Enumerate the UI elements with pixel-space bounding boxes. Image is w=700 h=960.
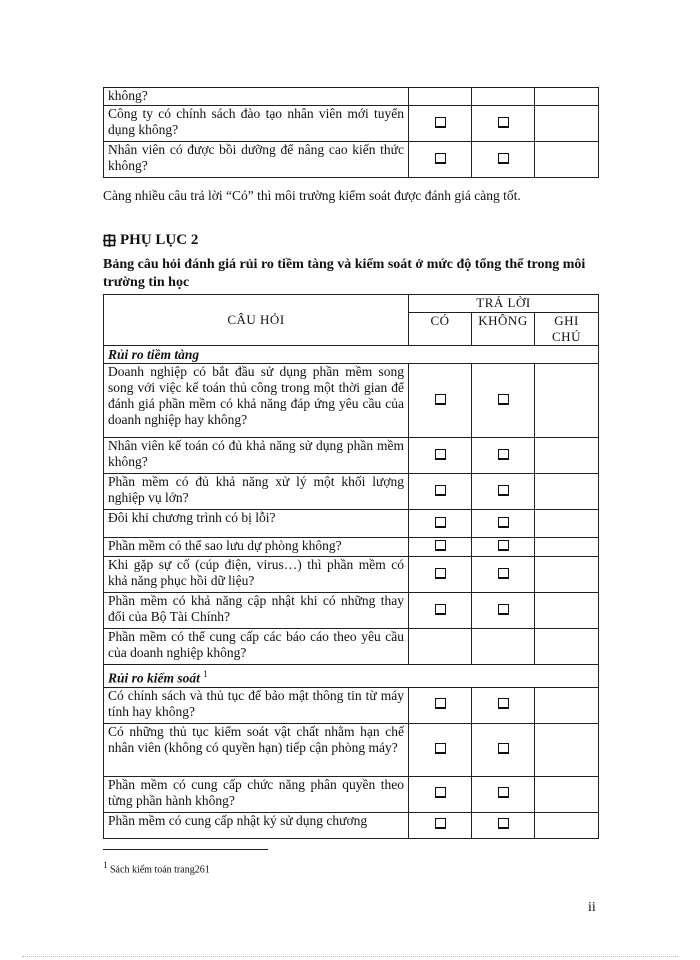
- no-checkbox[interactable]: [498, 485, 509, 496]
- footnote-reference[interactable]: 1: [203, 669, 208, 679]
- table-row: [104, 629, 599, 665]
- note-cell: [535, 687, 599, 723]
- question-cell: Đôi khi chương trình có bị lỗi?: [104, 510, 409, 538]
- table-row: [104, 812, 599, 838]
- footnote-text: Sách kiểm toán trang261: [110, 864, 210, 876]
- section-title-cell: [104, 346, 599, 364]
- section-title: Rủi ro tiềm tàng: [108, 347, 200, 362]
- yes-cell: [409, 629, 472, 665]
- question-cell: Nhân viên kế toán có đủ khả năng sử dụng phần mềm không?: [104, 438, 409, 474]
- yes-cell: [409, 593, 472, 629]
- yes-cell: [409, 723, 472, 776]
- note-cell: [535, 776, 599, 812]
- no-checkbox[interactable]: [498, 787, 509, 798]
- yes-cell: [409, 687, 472, 723]
- footnote: [103, 860, 210, 875]
- yes-cell: [409, 106, 472, 142]
- table-row: [104, 723, 599, 776]
- header-note: GHI CHÚ: [535, 313, 599, 346]
- yes-checkbox[interactable]: [435, 818, 446, 829]
- no-checkbox[interactable]: [498, 540, 509, 551]
- no-cell: [472, 557, 535, 593]
- yes-cell: [409, 557, 472, 593]
- section-title: Rủi ro kiểm soát: [108, 670, 200, 686]
- yes-checkbox[interactable]: [435, 604, 446, 615]
- note-cell: [535, 538, 599, 557]
- no-cell: [472, 106, 535, 142]
- section-row: [104, 665, 599, 688]
- question-cell: Khi gặp sự cố (cúp điện, virus…) thì phần mềm có khả năng phục hồi dữ liệu?: [104, 557, 409, 593]
- note-cell: [535, 474, 599, 510]
- note-cell: [535, 142, 599, 178]
- yes-checkbox[interactable]: [435, 449, 446, 460]
- appendix-caption: Bảng câu hỏi đánh giá rủi ro tiềm tàng và kiểm soát ở mức độ tổng thể trong môi trường tin học: [103, 257, 586, 290]
- page-bottom-divider: [22, 956, 678, 957]
- no-cell: [472, 510, 535, 538]
- table-row: [104, 593, 599, 629]
- note-cell: [535, 364, 599, 438]
- note-cell: [535, 88, 599, 106]
- questionnaire-table: [103, 294, 599, 839]
- no-cell: [472, 142, 535, 178]
- appendix-heading: [103, 232, 198, 249]
- table-row: [104, 687, 599, 723]
- yes-cell: [409, 510, 472, 538]
- yes-checkbox[interactable]: [435, 117, 446, 128]
- no-checkbox[interactable]: [498, 604, 509, 615]
- header-yes: CÓ: [409, 313, 472, 346]
- yes-checkbox[interactable]: [435, 698, 446, 709]
- question-cell: Doanh nghiệp có bắt đầu sử dụng phần mềm song song với việc kế toán thủ công trong một thời gian để đánh giá phần mềm có khả năng đáp ứng yêu cầu của doanh nghiệp hay không?: [104, 364, 409, 438]
- question-cell: Công ty có chính sách đào tạo nhân viên mới tuyển dụng không?: [104, 106, 409, 142]
- footnote-rule: [103, 849, 268, 850]
- question-cell: Phần mềm có khả năng cập nhật khi có những thay đổi của Bộ Tài Chính?: [104, 593, 409, 629]
- yes-cell: [409, 142, 472, 178]
- no-cell: [472, 776, 535, 812]
- no-cell: [472, 687, 535, 723]
- table-row: [104, 510, 599, 538]
- page-number: ii: [588, 900, 596, 915]
- note-cell: [535, 723, 599, 776]
- no-checkbox[interactable]: [498, 698, 509, 709]
- yes-checkbox[interactable]: [435, 743, 446, 754]
- yes-checkbox[interactable]: [435, 485, 446, 496]
- yes-cell: [409, 538, 472, 557]
- question-cell: Phần mềm có thể cung cấp các báo cáo theo yêu cầu của doanh nghiệp không?: [104, 629, 409, 665]
- question-cell: không?: [104, 88, 409, 106]
- yes-cell: [409, 88, 472, 106]
- yes-checkbox[interactable]: [435, 517, 446, 528]
- note-cell: [535, 812, 599, 838]
- question-cell: Nhân viên có được bồi dưỡng để nâng cao kiến thức không?: [104, 142, 409, 178]
- question-cell: Có những thủ tục kiểm soát vật chất nhằm hạn chế nhân viên (không có quyền hạn) tiếp cận phòng máy?: [104, 723, 409, 776]
- yes-cell: [409, 474, 472, 510]
- yes-cell: [409, 438, 472, 474]
- yes-checkbox[interactable]: [435, 153, 446, 164]
- table-row: [104, 142, 599, 178]
- no-cell: [472, 474, 535, 510]
- table-row: [104, 438, 599, 474]
- no-checkbox[interactable]: [498, 117, 509, 128]
- note-cell: [535, 593, 599, 629]
- no-checkbox[interactable]: [498, 743, 509, 754]
- no-checkbox[interactable]: [498, 568, 509, 579]
- no-cell: [472, 364, 535, 438]
- note-cell: [535, 557, 599, 593]
- yes-checkbox[interactable]: [435, 394, 446, 405]
- yes-cell: [409, 812, 472, 838]
- no-cell: [472, 812, 535, 838]
- section-row: [104, 346, 599, 364]
- yes-cell: [409, 776, 472, 812]
- table-row: [104, 106, 599, 142]
- yes-checkbox[interactable]: [435, 540, 446, 551]
- question-cell: Phần mềm có cung cấp nhật ký sử dụng chương: [104, 812, 409, 838]
- header-question: CÂU HỎI: [104, 295, 409, 346]
- table-row: [104, 364, 599, 438]
- appendix-title: PHỤ LỤC 2: [120, 232, 199, 248]
- no-checkbox[interactable]: [498, 818, 509, 829]
- question-cell: Có chính sách và thủ tục để bảo mật thông tin từ máy tính hay không?: [104, 687, 409, 723]
- table-row: [104, 557, 599, 593]
- note-cell: [535, 106, 599, 142]
- question-cell: Phần mềm có cung cấp chức năng phân quyền theo từng phần hành không?: [104, 776, 409, 812]
- header-answer: TRẢ LỜI: [409, 295, 599, 313]
- note-cell: [535, 629, 599, 665]
- no-checkbox[interactable]: [498, 449, 509, 460]
- evaluation-note: Càng nhiều câu trả lời “Có” thì môi trường kiểm soát được đánh giá càng tốt.: [103, 188, 521, 203]
- yes-checkbox[interactable]: [435, 568, 446, 579]
- table-row: [104, 474, 599, 510]
- no-checkbox[interactable]: [498, 394, 509, 405]
- no-checkbox[interactable]: [498, 517, 509, 528]
- note-cell: [535, 438, 599, 474]
- yes-cell: [409, 364, 472, 438]
- no-checkbox[interactable]: [498, 153, 509, 164]
- table-continued: [103, 87, 599, 178]
- no-cell: [472, 438, 535, 474]
- note-cell: [535, 510, 599, 538]
- table-row: [104, 776, 599, 812]
- no-cell: [472, 538, 535, 557]
- header-no: KHÔNG: [472, 313, 535, 346]
- yes-checkbox[interactable]: [435, 787, 446, 798]
- no-cell: [472, 629, 535, 665]
- table-row: [104, 88, 599, 106]
- no-cell: [472, 723, 535, 776]
- footnote-mark: 1: [103, 860, 108, 870]
- no-cell: [472, 88, 535, 106]
- section-title-cell: [104, 665, 599, 688]
- question-cell: Phần mềm có đủ khả năng xử lý một khối lượng nghiệp vụ lớn?: [104, 474, 409, 510]
- table-row: [104, 538, 599, 557]
- question-cell: Phần mềm có thể sao lưu dự phòng không?: [104, 538, 409, 557]
- no-cell: [472, 593, 535, 629]
- gear-icon: [103, 234, 116, 247]
